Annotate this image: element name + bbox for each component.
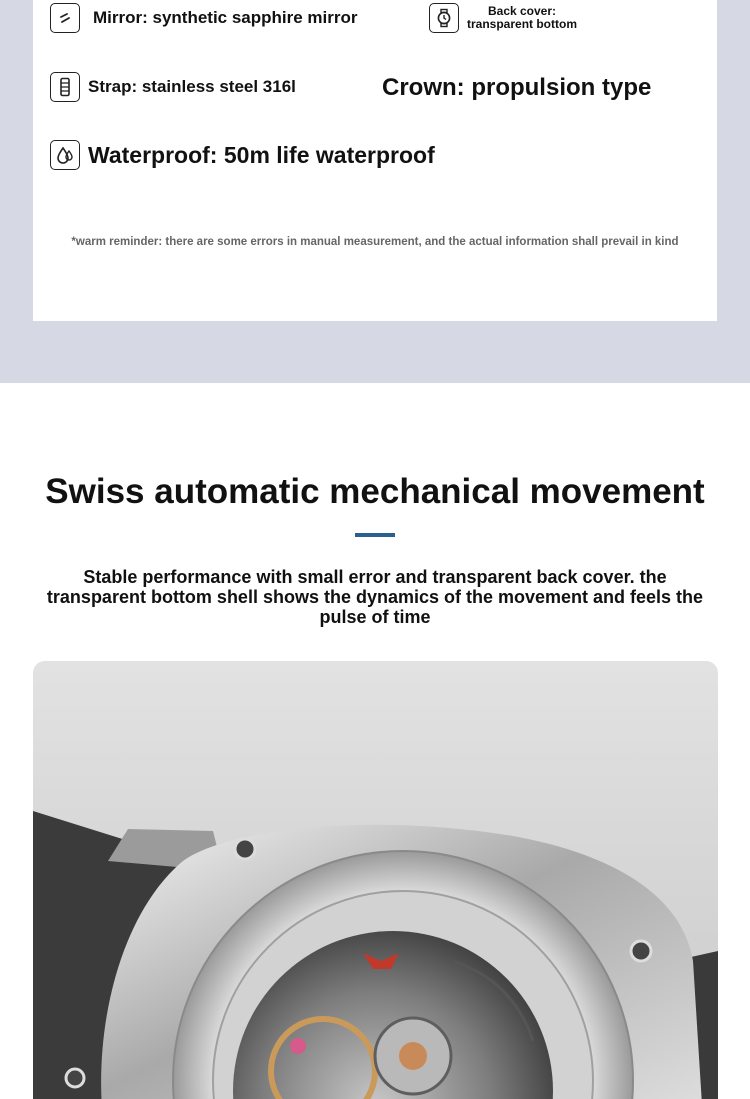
spec-crown	[382, 74, 651, 102]
warm-reminder: *warm reminder: there are some errors in manual measurement, and the actual information shall prevail in kind	[71, 236, 679, 248]
mirror-icon	[50, 3, 80, 33]
strap-icon	[50, 72, 80, 102]
movement-title: Swiss automatic mechanical movement	[45, 472, 705, 511]
spec-waterproof	[50, 140, 435, 170]
title-accent-bar	[355, 533, 395, 537]
spec-strap-text: Strap: stainless steel 316l	[88, 77, 296, 96]
spec-crown-text: Crown: propulsion type	[382, 74, 652, 101]
water-drop-icon	[50, 140, 80, 170]
spec-back-cover-label: Back cover:	[487, 4, 557, 18]
spec-strap	[50, 72, 296, 102]
spec-back-cover-value: transparent bottom	[467, 17, 578, 31]
spec-mirror	[50, 3, 358, 33]
watch-caseback-photo	[33, 661, 718, 1099]
spec-waterproof-text: Waterproof: 50m life waterproof	[88, 141, 435, 168]
movement-description: Stable performance with small error and transparent back cover. the transparent bottom shell shows the dynamics of the movement and feels the pulse of time	[46, 567, 704, 627]
spec-band	[0, 0, 750, 383]
spec-back-cover	[429, 3, 577, 33]
spec-mirror-text: Mirror: synthetic sapphire mirror	[93, 8, 358, 27]
watch-back-icon	[429, 3, 459, 33]
